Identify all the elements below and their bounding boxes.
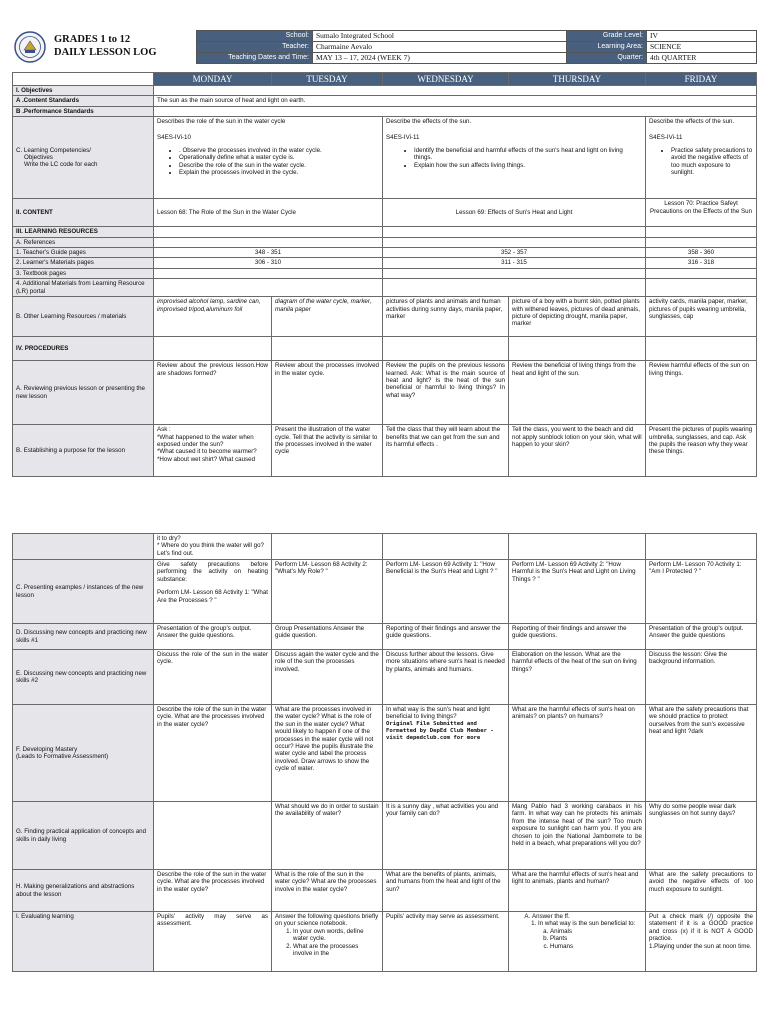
procedures-label: IV. PROCEDURES [13, 337, 154, 361]
proc-c-wednesday: Perform LM- Lesson 69 Activity 1: "How Beneficial is the Sun's Heat and Light ? " [383, 560, 509, 624]
proc-a-thursday: Review the beneficial of living things from the heat and light of the sun. [509, 361, 646, 425]
lc-wednesday-title: Describe the effects of the sun. [386, 118, 472, 126]
proc-f-wednesday [383, 705, 509, 802]
proc-f-label-2: (Leads to Formative Assessment) [16, 753, 109, 760]
proc-b-monday-line: *What caused it to become warmer? [157, 448, 257, 456]
tg-label: 1. Teacher's Guide pages [13, 248, 154, 258]
competencies-label [13, 117, 154, 199]
lm-monday: 306 - 310 [154, 258, 383, 268]
objectives-label: I. Objectives [13, 86, 154, 96]
lc-friday [646, 117, 757, 199]
deped-seal-icon [14, 31, 46, 63]
proc-h-friday: What are the safety precautions to avoid the negative effects of too much exposure to sunlight. [646, 870, 757, 912]
quarter-value: 4th QUARTER [647, 53, 757, 64]
proc-i-thursday-item: 1. In what way is the sun beneficial to: [538, 920, 642, 927]
proc-h-thursday: What are the harmful effects of sun's heat and light to animals, plants and human? [509, 870, 646, 912]
proc-f-friday: What are the safety precautions that we should practice to protect ourselves from the sun's excessive heat and light ?dark [646, 705, 757, 802]
other-resources-label: B. Other Learning Resources / materials [13, 297, 154, 337]
proc-i-thursday [509, 912, 646, 972]
proc-g-wednesday: It is a sunny day , what activities you and your family can do? [383, 802, 509, 870]
grade-label: Grade Level: [567, 31, 647, 42]
proc-d-monday: Presentation of the group's output. Answer the guide questions. [154, 624, 272, 650]
proc-h-tuesday: What is the role of the sun in the water cycle? What are the processes involve in the water cycle? [272, 870, 383, 912]
proc-d-label: D. Discussing new concepts and practicing new skills #1 [13, 624, 154, 650]
day-wednesday: WEDNESDAY [383, 73, 509, 86]
performance-standards-label: B .Performance Standards [13, 106, 154, 116]
competencies-label-3: Write the LC code for each [24, 161, 98, 169]
proc-d-thursday: Reporting of their findings and answer the guide questions. [509, 624, 646, 650]
proc-c-label: C. Presenting examples / instances of the new lesson [13, 560, 154, 624]
content-wednesday: Lesson 69: Effects of Sun's Heat and Light [383, 199, 646, 227]
lc-wednesday [383, 117, 646, 199]
proc-e-label: E. Discussing new concepts and practicing new skills #2 [13, 650, 154, 705]
competencies-label-1: C. Learning Competencies/ [16, 146, 91, 154]
proc-b-thursday: Tell the class, you went to the beach and did not apply sunblock lotion on your skin, what will happen to your skin? [509, 425, 646, 477]
other-friday: activity cards, manila paper, marker, pictures of pupils wearing umbrella, sunglasses, cap [646, 297, 757, 337]
proc-d-friday: Presentation of the group's output. Answer the guide questions [646, 624, 757, 650]
proc-d-wednesday: Reporting of their findings and answer the guide questions. [383, 624, 509, 650]
lc-wednesday-item: • Identify the beneficial and harmful effects of the sun's heat and light on living things. [414, 147, 642, 162]
proc-e-thursday: Elaboration on the lesson. What are the harmful effects of the heat of the sun on living things? [509, 650, 646, 705]
proc-g-friday: Why do some people wear dark sunglasses on hot sunny days? [646, 802, 757, 870]
tg-friday: 358 - 360 [646, 248, 757, 258]
lesson-log-table-page-2 [12, 533, 757, 972]
proc-b-friday: Present the pictures of pupils wearing umbrella, sunglasses, and cap. Ask the pupils the reason why they wear these things. [646, 425, 757, 477]
proc-f-thursday: What are the harmful effects of sun's heat on animals? on plants? on humans? [509, 705, 646, 802]
lc-monday-item: • Operationally define what a water cycle is. [179, 154, 379, 161]
proc-f-label [13, 705, 154, 802]
proc-i-tuesday-item: 2. What are the processes involve in the [293, 943, 379, 958]
proc-c-friday: Perform LM- Lesson 70 Activity 1: "Am I Protected ? " [646, 560, 757, 624]
other-wednesday: pictures of plants and animals and human activities during sunny days, manila paper, marker [383, 297, 509, 337]
content-label: II. CONTENT [13, 199, 154, 227]
proc-b-monday [154, 425, 272, 477]
proc-c-thursday: Perform LM- Lesson 69 Activity 2: "How Harmful is the Sun's Heat and Light on Living Things ? " [509, 560, 646, 624]
proc-f-wednesday-text: In what way is the sun's heat and light beneficial to living things? [386, 706, 491, 721]
lesson-log-table-page-1 [12, 72, 757, 477]
proc-b-monday-line: *How about wet shirt? What caused [157, 455, 256, 463]
proc-b-monday-continued [154, 534, 272, 560]
proc-b-tuesday: Present the illustration of the water cycle. Tell that the activity is similar to the processes involved in the water cycle [272, 425, 383, 477]
proc-f-monday: Describe the role of the sun in the water cycle. What are the processes involved in the water cycle? [154, 705, 272, 802]
proc-i-friday-text: Put a check mark (/) opposite the statement if it is a GOOD practice and cross (x) if it is NOT A GOOD practice. [649, 913, 753, 943]
lc-monday-title: Describes the role of the sun in the water cycle [157, 118, 286, 126]
lc-monday-item: • Describe the role of the sun in the water cycle. [179, 162, 379, 169]
proc-a-tuesday: Review about the processes involved in the water cycle. [272, 361, 383, 425]
proc-g-tuesday: What should we do in order to sustain the availability of water? [272, 802, 383, 870]
competencies-label-2: Objectives [24, 154, 53, 162]
proc-i-thursday-subitem: c. Humans [550, 943, 642, 950]
content-friday: Lesson 70: Practice Safeyt Precautions on the Effects of the Sun [646, 199, 757, 227]
textbook-label: 3. Textbook pages [13, 268, 154, 278]
day-thursday: THURSDAY [509, 73, 646, 86]
proc-b-label: B. Establishing a purpose for the lesson [13, 425, 154, 477]
school-value: Sumalo Integrated School [313, 31, 567, 42]
area-value: SCIENCE [647, 42, 757, 53]
proc-i-friday-item: 1.Playing under the sun at noon time. [649, 942, 752, 950]
proc-e-wednesday: Discuss further about the lessons. Give more situations where sun's heat is needed by plants, animals and humans. [383, 650, 509, 705]
proc-a-wednesday: Review the pupils on the previous lessons learned. Ask: What is the main source of heat and light? Is the heat of the sun beneficial or harmful to living things? In what way? [383, 361, 509, 425]
proc-b-monday-line: Ask : [157, 426, 171, 434]
resources-label: III. LEARNING RESOURCES [13, 227, 154, 237]
content-standards-label: A .Content Standards [13, 96, 154, 106]
quarter-label: Quarter: [567, 53, 647, 64]
other-tuesday: diagram of the water cycle, marker, manila paper [272, 297, 383, 337]
lm-label: 2. Learner's Materials pages [13, 258, 154, 268]
dates-label: Teaching Dates and Time: [197, 53, 313, 64]
proc-i-thursday-subitem: a. Animals [550, 928, 642, 935]
dll-title [54, 33, 157, 59]
proc-i-monday: Pupils' activity may serve as assessment. [154, 912, 272, 972]
school-label: School: [197, 31, 313, 42]
lm-wednesday: 311 - 315 [383, 258, 646, 268]
content-standard-text: The sun as the main source of heat and light on earth. [154, 96, 757, 106]
lm-friday: 316 - 318 [646, 258, 757, 268]
lc-friday-item: • Practice safety precautions to avoid the negative effects of too much exposure to sunlight. [671, 147, 753, 177]
proc-b-monday-line: *What happened to the water when exposed under the sun? [157, 433, 254, 449]
proc-i-tuesday [272, 912, 383, 972]
grade-value: IV [647, 31, 757, 42]
lc-monday [154, 117, 383, 199]
tg-monday: 348 - 351 [154, 248, 383, 258]
teacher-label: Teacher: [197, 42, 313, 53]
proc-d-tuesday: Group Presentations Answer the guide question. [272, 624, 383, 650]
proc-c-monday-line: Give safety precautions before performing the activity on heating substance: [157, 561, 268, 583]
proc-e-friday: Discuss the lesson: Give the background information. [646, 650, 757, 705]
lc-friday-title: Describe the effects of the sun. [649, 118, 735, 126]
proc-h-label: H. Making generalizations and abstractions about the lesson [13, 870, 154, 912]
area-label: Learning Area: [567, 42, 647, 53]
proc-e-monday: Discuss the role of the sun in the water cycle. [154, 650, 272, 705]
proc-b-monday-line: * Where do you think the water will go? Let's find out. [157, 542, 264, 557]
day-monday: MONDAY [154, 73, 272, 86]
other-thursday: picture of a boy with a burnt skin, potted plants with withered leaves, pictures of dead animals, picture of depicting drought, manila paper, marker [509, 297, 646, 337]
proc-g-label: G. Finding practical application of concepts and skills in daily living [13, 802, 154, 870]
lc-wednesday-code: S4ES-IVi-11 [386, 133, 420, 141]
additional-materials-label: 4. Additional Materials from Learning Resource (LR) portal [13, 279, 154, 297]
proc-i-thursday-subitem: b. Plants [550, 935, 642, 942]
title-line-2: DAILY LESSON LOG [54, 47, 157, 58]
proc-c-monday [154, 560, 272, 624]
proc-b-wednesday: Tell the class that they will learn about the benefits that we can get from the sun and its harmful effects . [383, 425, 509, 477]
dates-value: MAY 13 – 17, 2024 (WEEK 7) [313, 53, 567, 64]
lc-friday-code: S4ES-IVi-11 [649, 133, 683, 141]
lc-monday-item: • Explain the processes involved in the cycle. [179, 169, 379, 176]
lc-monday-code: S4ES-IVi-10 [157, 133, 191, 141]
lc-wednesday-item: • Explain how the sun affects living things. [414, 162, 642, 169]
proc-f-tuesday: What are the processes involved in the water cycle? What is the role of the sun in the water cycle? What would likely to happen if one of the processes in the water cycle will not occur? Have the pupils illustrate the water cycle and label the process involved. Draw arrows to show the cycle of water. [272, 705, 383, 802]
proc-b-monday-line: it to dry? [157, 535, 181, 542]
proc-f-label-1: F. Developing Mastery [16, 745, 78, 753]
teacher-value: Charmaine Aevalo [313, 42, 567, 53]
proc-e-tuesday: Discuss again the water cycle and the role of the sun the processes involved. [272, 650, 383, 705]
header-info-grid [196, 30, 757, 64]
proc-i-label: I. Evaluating learning [13, 912, 154, 972]
proc-a-friday: Review harmful effects of the sun on living things. [646, 361, 757, 425]
proc-i-tuesday-item: 1. In your own words, define water cycle. [293, 928, 379, 943]
proc-i-wednesday: Pupils' activity may serve as assessment. [383, 912, 509, 972]
other-monday: improvised alcohol lamp, sardine can, improvised tripod,aluminum foil [154, 297, 272, 337]
proc-c-tuesday: Perform LM- Lesson 68 Activity 2: "What's My Role? " [272, 560, 383, 624]
dll-header [12, 30, 756, 64]
proc-g-monday [154, 802, 272, 870]
proc-i-friday [646, 912, 757, 972]
proc-h-monday: Describe the role of the sun in the water cycle. What are the processes involved in the water cycle? [154, 870, 272, 912]
depedclub-note: Original File Submitted and Formatted by DepEd Club Member - visit depedclub.com for more [386, 720, 494, 741]
references-label: A. References [13, 237, 154, 247]
proc-h-wednesday: What are the benefits of plants, animals, and humans from the heat and light of the sun? [383, 870, 509, 912]
days-header-row [13, 73, 757, 86]
day-friday: FRIDAY [646, 73, 757, 86]
proc-g-thursday: Mang Pablo had 3 working carabaos in his farm. In what way can he protects his animals from the intense heat of the sun? Too much exposure to sunlight can harm you. If you are chosen to join the National Jamborrete to be held in a beach, what preparations will you do? [509, 802, 646, 870]
proc-i-tuesday-intro: Answer the following questions briefly on your science notebook. [275, 913, 379, 928]
lc-monday-item: • . Observe the processes involved in the water cycle. [179, 147, 379, 154]
proc-a-label: A. Reviewing previous lesson or presenting the new lesson [13, 361, 154, 425]
content-monday: Lesson 68: The Role of the Sun in the Water Cycle [154, 199, 383, 227]
day-tuesday: TUESDAY [272, 73, 383, 86]
proc-i-thursday-item: A. Answer the ff. [532, 913, 642, 920]
tg-wednesday: 352 - 357 [383, 248, 646, 258]
proc-a-monday: Review about the previous lesson.How are shadows formed? [154, 361, 272, 425]
page-2 [0, 530, 768, 1020]
proc-c-monday-line: Perform LM- Lesson 68 Activity 1: "What Are the Processes ? " [157, 589, 268, 604]
title-line-1: GRADES 1 to 12 [54, 34, 131, 45]
